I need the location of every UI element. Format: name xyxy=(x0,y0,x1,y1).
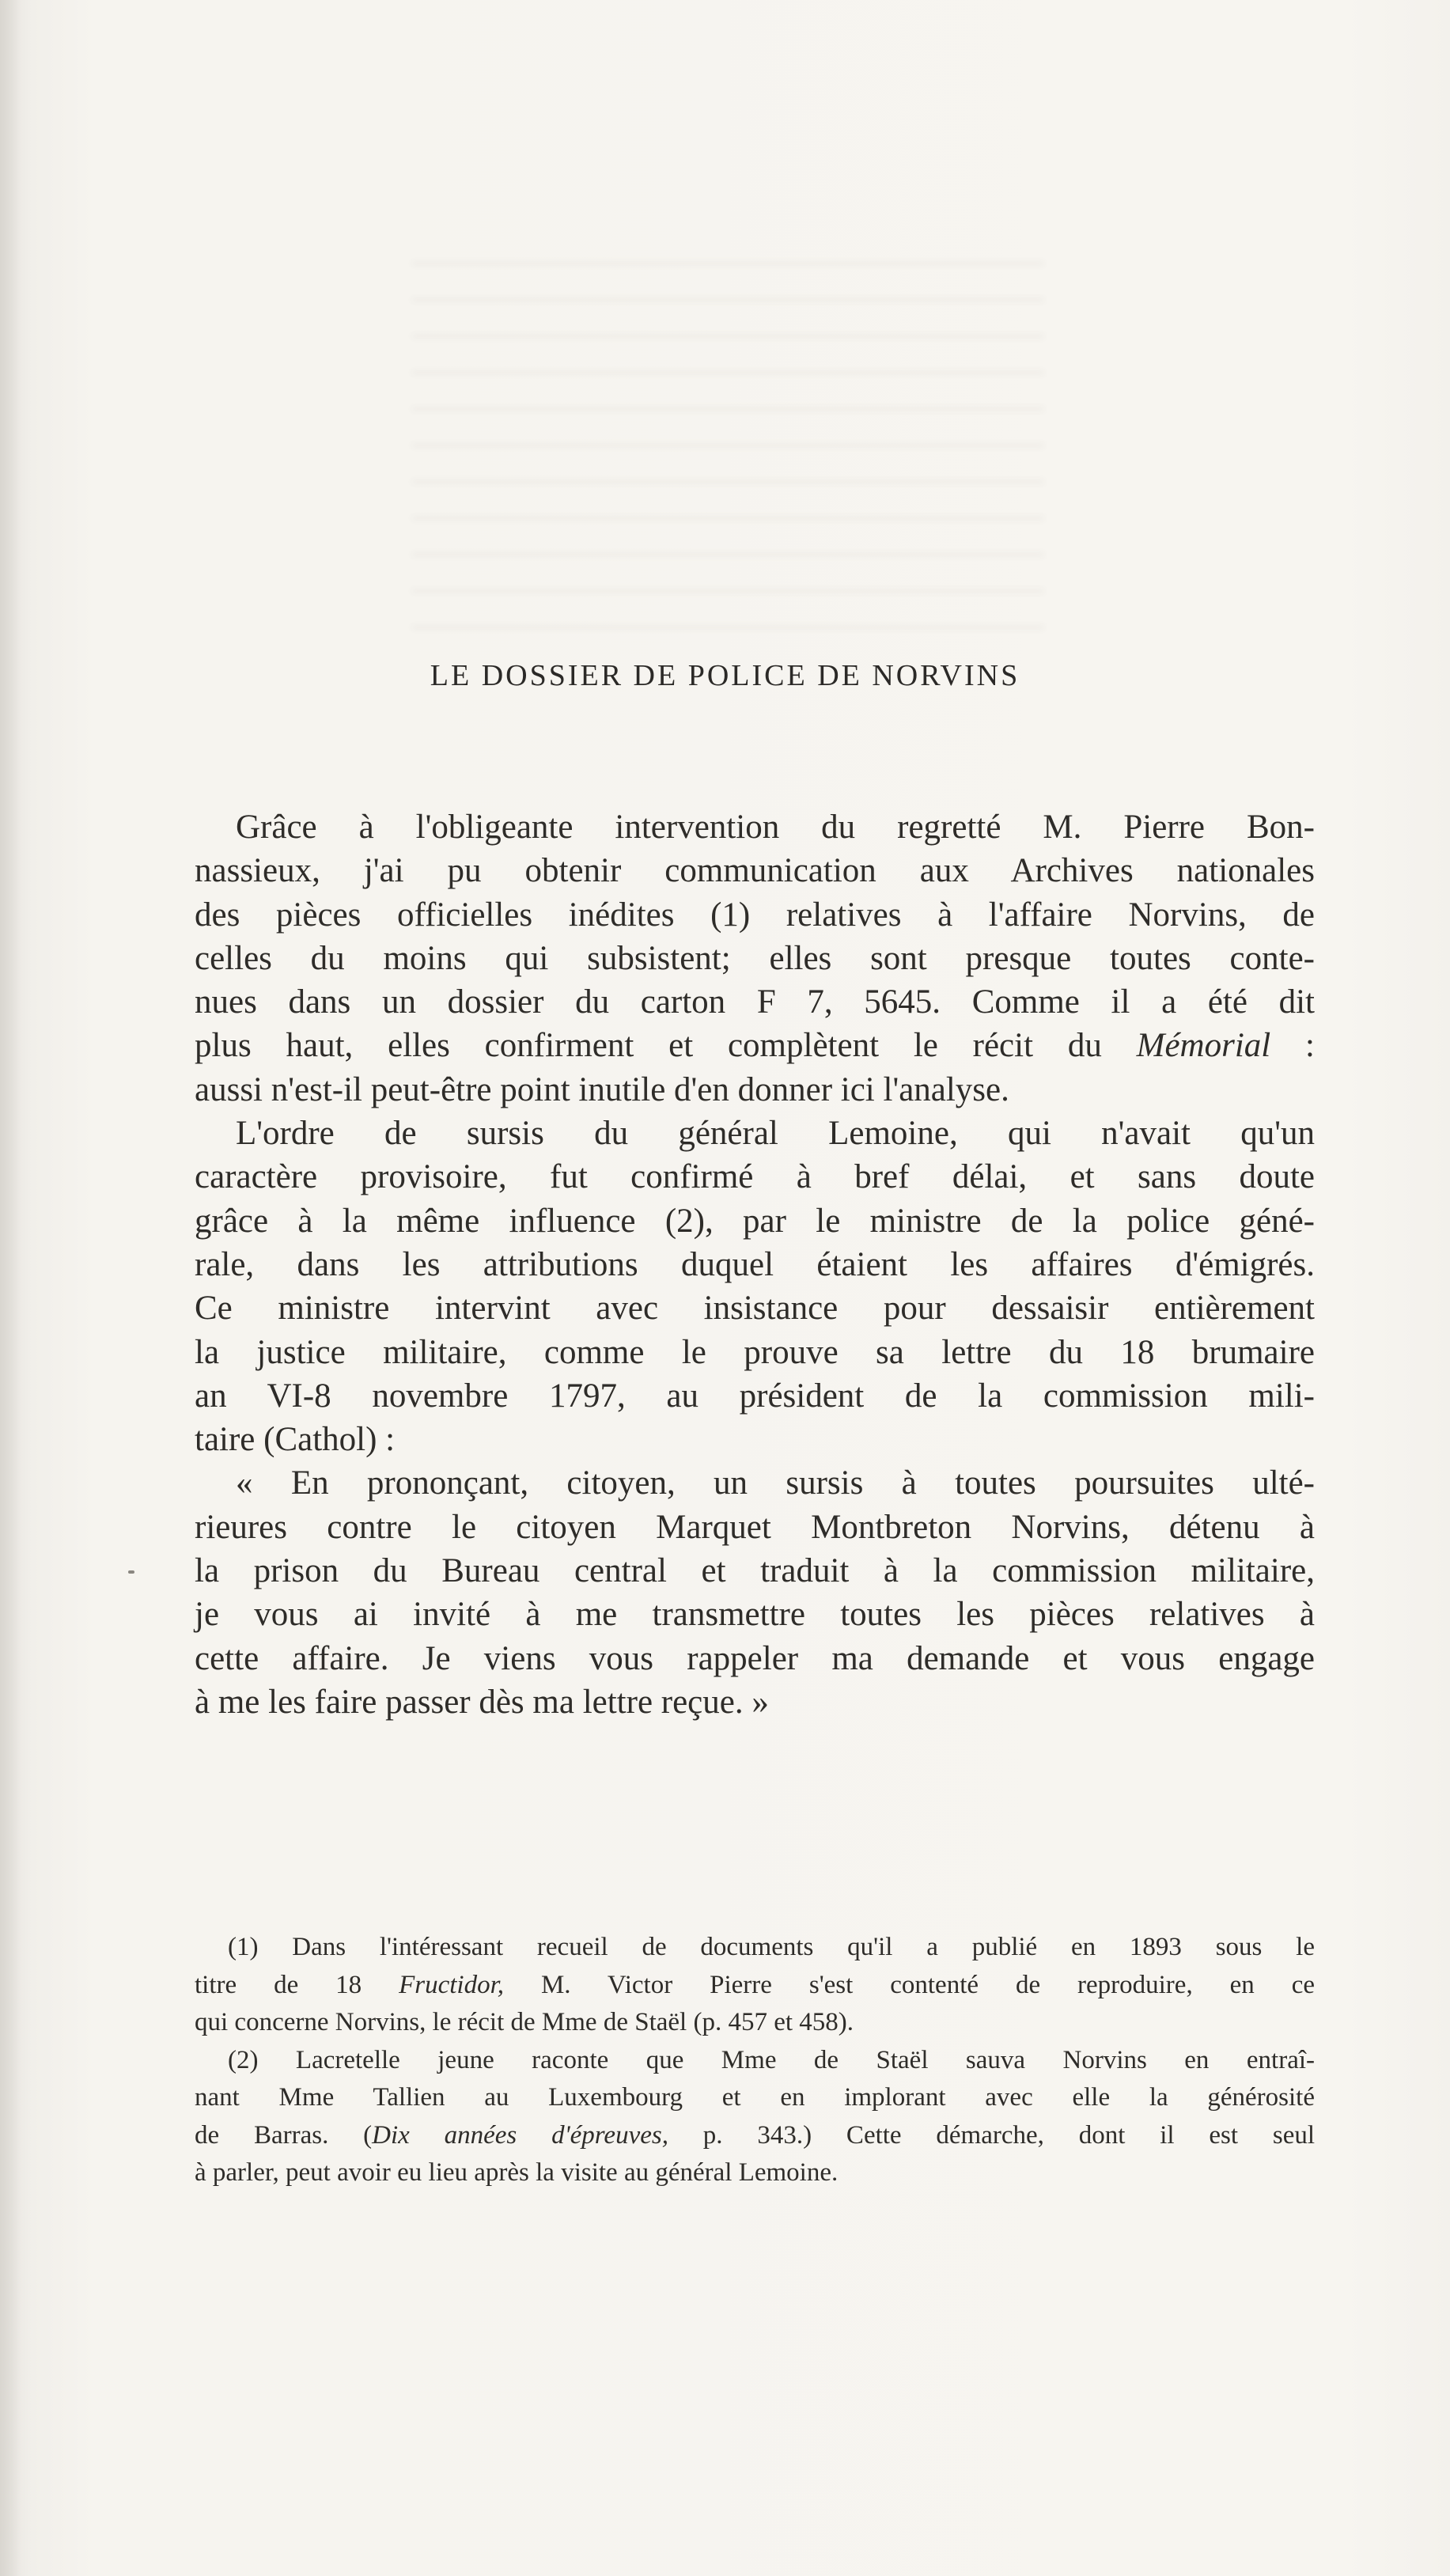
footnote-line: nant Mme Tallien au Luxembourg et en implorant avec elle la générosité xyxy=(195,2083,1315,2112)
body-text xyxy=(195,805,1315,1724)
footnote-line: qui concerne Norvins, le récit de Mme de Staël (p. 457 et 458). xyxy=(195,2008,854,2036)
body-line: Grâce à l'obligeante intervention du regretté M. Pierre Bon- xyxy=(236,809,1315,846)
body-line: la justice militaire, comme le prouve sa lettre du 18 brumaire xyxy=(195,1333,1315,1371)
footnote-line: (1) Dans l'intéressant recueil de documents qu'il a publié en 1893 sous le xyxy=(228,1933,1315,1961)
body-line: des pièces officielles inédites (1) relatives à l'affaire Norvins, de xyxy=(195,896,1315,934)
footnote-line: de Barras. (Dix années d'épreuves, p. 343.) Cette démarche, dont il est seul xyxy=(195,2120,1316,2150)
body-line: an VI-8 novembre 1797, au président de la commission mili- xyxy=(195,1377,1315,1415)
body-line: Ce ministre intervint avec insistance pour dessaisir entièrement xyxy=(195,1290,1315,1328)
body-line: grâce à la même influence (2), par le ministre de la police géné- xyxy=(195,1202,1315,1240)
footnote-line: (2) Lacretelle jeune raconte que Mme de Staël sauva Norvins en entraî- xyxy=(228,2045,1315,2074)
body-line: celles du moins qui subsistent; elles sont presque toutes conte- xyxy=(195,939,1315,977)
body-line: caractère provisoire, fut confirmé à bref délai, et sans doute xyxy=(195,1158,1315,1196)
body-line: nues dans un dossier du carton F 7, 5645. Comme il a été dit xyxy=(195,983,1315,1021)
quote-line: rieures contre le citoyen Marquet Montbreton Norvins, détenu à xyxy=(195,1508,1315,1546)
quote-line: cette affaire. Je viens vous rappeler ma demande et vous engage xyxy=(195,1639,1315,1677)
quote-line: je vous ai invité à me transmettre toutes les pièces relatives à xyxy=(195,1596,1315,1634)
body-line: aussi n'est-il peut-être point inutile d'en donner ici l'analyse. xyxy=(195,1070,1009,1108)
quote-line: la prison du Bureau central et traduit à la commission militaire, xyxy=(195,1552,1315,1590)
page-title: LE DOSSIER DE POLICE DE NORVINS xyxy=(430,659,1020,692)
quote-line: « En prononçant, citoyen, un sursis à toutes poursuites ulté- xyxy=(236,1464,1315,1502)
italic-title: Dix années d'épreuves, xyxy=(372,2120,668,2150)
body-line: L'ordre de sursis du général Lemoine, qui n'avait qu'un xyxy=(236,1115,1315,1153)
body-line: taire (Cathol) : xyxy=(195,1421,396,1459)
body-line: rale, dans les attributions duquel étaient les affaires d'émigrés. xyxy=(195,1245,1315,1283)
margin-mark xyxy=(128,1570,134,1574)
body-line: plus haut, elles confirment et complètent le récit du Mémorial : xyxy=(195,1027,1316,1065)
show-through-text xyxy=(411,261,1044,641)
italic-title: Fructidor, xyxy=(399,1970,505,1999)
footnote-line: titre de 18 Fructidor, M. Victor Pierre s'est contenté de reproduire, en ce xyxy=(195,1970,1315,1999)
gutter-shadow xyxy=(0,0,21,2576)
footnotes xyxy=(195,1929,1315,2192)
body-line: nassieux, j'ai pu obtenir communication aux Archives nationales xyxy=(195,852,1315,890)
italic-title: Mémorial xyxy=(1136,1027,1271,1065)
footnote-line: à parler, peut avoir eu lieu après la visite au général Lemoine. xyxy=(195,2158,839,2187)
quote-line: à me les faire passer dès ma lettre reçue. » xyxy=(195,1683,769,1721)
